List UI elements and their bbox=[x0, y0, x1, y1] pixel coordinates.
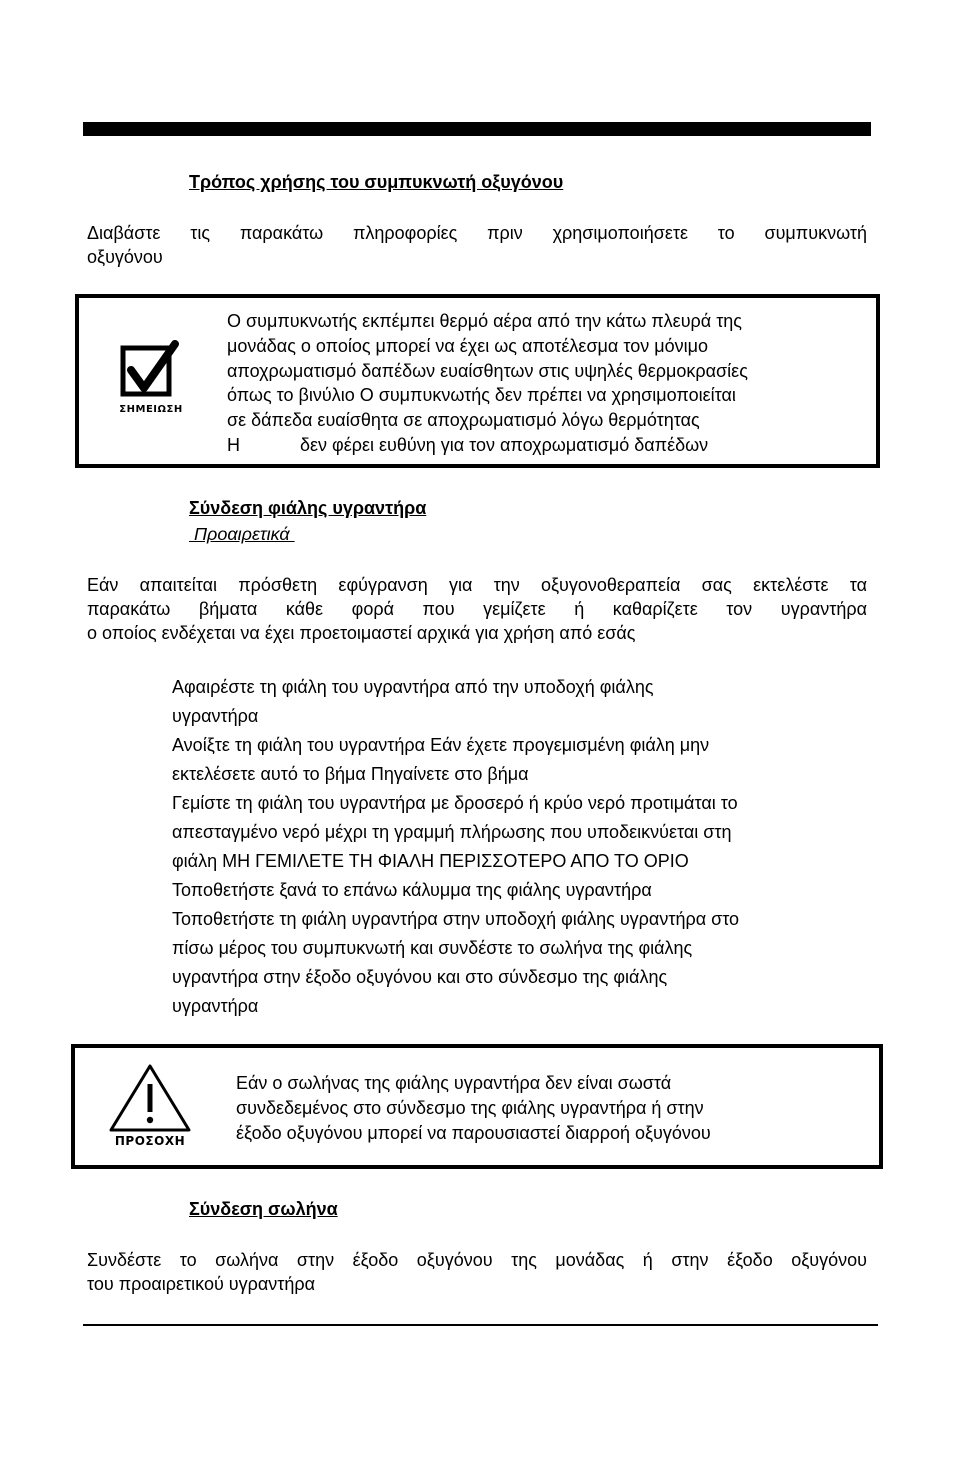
section-heading-tubing: Σύνδεση σωλήνα bbox=[189, 1199, 338, 1219]
step-line: Αφαιρέστε τη φιάλη του υγραντήρα από την υποδοχή φιάλης bbox=[172, 677, 654, 697]
paragraph-line: του προαιρετικού υγραντήρα bbox=[87, 1274, 316, 1294]
step-line: πίσω μέρος του συμπυκνωτή και συνδέστε το σωλήνα της φιάλης bbox=[172, 938, 693, 958]
warning-box bbox=[71, 1044, 883, 1169]
step-line: Τοποθετήστε ξανά το επάνω κάλυμμα της φιάλης υγραντήρα bbox=[172, 880, 652, 900]
note-box bbox=[75, 294, 880, 468]
section-heading-usage: Τρόπος χρήσης του συμπυκνωτή οξυγόνου bbox=[189, 172, 564, 192]
step-line: υγραντήρα bbox=[172, 706, 259, 726]
step-line: Γεμίστε τη φιάλη του υγραντήρα με δροσερό ή κρύο νερό προτιμάται το bbox=[172, 793, 738, 813]
note-line: όπως το βινύλιο Ο συμπυκνωτής δεν πρέπει να χρησιμοποιείται bbox=[227, 385, 736, 406]
humidifier-steps bbox=[172, 673, 872, 1021]
note-line: αποχρωματισμό δαπέδων ευαίσθητων στις υψηλές θερμοκρασίες bbox=[227, 360, 748, 381]
tubing-paragraph bbox=[87, 1248, 867, 1296]
step-line: Ανοίξτε τη φιάλη του υγραντήρα Εάν έχετε προγεμισμένη φιάλη μην bbox=[172, 735, 710, 755]
paragraph-line: παρακάτω βήματα κάθε φορά που γεμίζετε ή καθαρίζετε τον υγραντήρα bbox=[87, 599, 867, 619]
warning-line: έξοδο οξυγόνου μπορεί να παρουσιαστεί διαρροή οξυγόνου bbox=[236, 1122, 711, 1143]
paragraph-line: Διαβάστε τις παρακάτω πληροφορίες πριν χρησιμοποιήσετε το συμπυκνωτή bbox=[87, 223, 867, 243]
warning-triangle-icon bbox=[105, 1062, 195, 1157]
section-heading-humidifier: Σύνδεση φιάλης υγραντήρα bbox=[189, 498, 427, 518]
usage-intro-paragraph bbox=[87, 221, 867, 269]
paragraph-line: Εάν απαιτείται πρόσθετη εφύγρανση για την οξυγονοθεραπεία σας εκτελέστε τα bbox=[87, 575, 867, 595]
humidifier-intro-paragraph bbox=[87, 573, 867, 645]
header-bar bbox=[83, 122, 871, 136]
note-label: ΣΗΜΕΙΩΣΗ bbox=[119, 404, 183, 415]
checkmark-note-icon bbox=[111, 338, 191, 428]
step-line: απεσταγμένο νερό μέχρι τη γραμμή πλήρωσης που υποδεικνύεται στη bbox=[172, 822, 732, 842]
warning-line: Εάν ο σωλήνας της φιάλης υγραντήρα δεν είναι σωστά bbox=[236, 1073, 672, 1093]
footer-rule bbox=[83, 1324, 878, 1326]
step-line: Τοποθετήστε τη φιάλη υγραντήρα στην υποδοχή φιάλης υγραντήρα στο bbox=[172, 909, 740, 929]
note-text bbox=[227, 309, 748, 458]
paragraph-line: ο οποίος ενδέχεται να έχει προετοιμαστεί αρχικά για χρήση από εσάς bbox=[87, 623, 636, 643]
paragraph-line: οξυγόνου bbox=[87, 247, 163, 267]
paragraph-line: Συνδέστε το σωλήνα στην έξοδο οξυγόνου της μονάδας ή στην έξοδο οξυγόνου bbox=[87, 1250, 867, 1270]
note-line: μονάδας ο οποίος μπορεί να έχει ως αποτέλεσμα τον μόνιμο bbox=[227, 335, 708, 356]
step-line: υγραντήρα στην έξοδο οξυγόνου και στο σύνδεσμο της φιάλης bbox=[172, 967, 668, 987]
warning-line: συνδεδεμένος στο σύνδεσμο της φιάλης υγραντήρα ή στην bbox=[236, 1097, 704, 1118]
note-line: Ο συμπυκνωτής εκπέμπει θερμό αέρα από την κάτω πλευρά της bbox=[227, 311, 742, 331]
optional-subheading: Προαιρετικά bbox=[189, 524, 295, 544]
warning-text bbox=[236, 1071, 711, 1145]
note-line: Η δεν φέρει ευθύνη για τον αποχρωματισμό δαπέδων bbox=[227, 434, 709, 455]
note-line: σε δάπεδα ευαίσθητα σε αποχρωματισμό λόγω θερμότητας bbox=[227, 410, 700, 431]
step-line: υγραντήρα bbox=[172, 996, 259, 1016]
step-line: εκτελέσετε αυτό το βήμα Πηγαίνετε στο βήμα bbox=[172, 764, 529, 784]
step-line: φιάλη ΜΗ ΓΕΜΙΛΕΤΕ ΤΗ ΦΙΑΛΗ ΠΕΡΙΣΣΟΤΕΡΟ ΑΠΟ ΤΟ ΟΡΙΟ bbox=[172, 851, 689, 871]
warning-label: ΠΡΟΣΟΧΗ bbox=[114, 1134, 186, 1148]
